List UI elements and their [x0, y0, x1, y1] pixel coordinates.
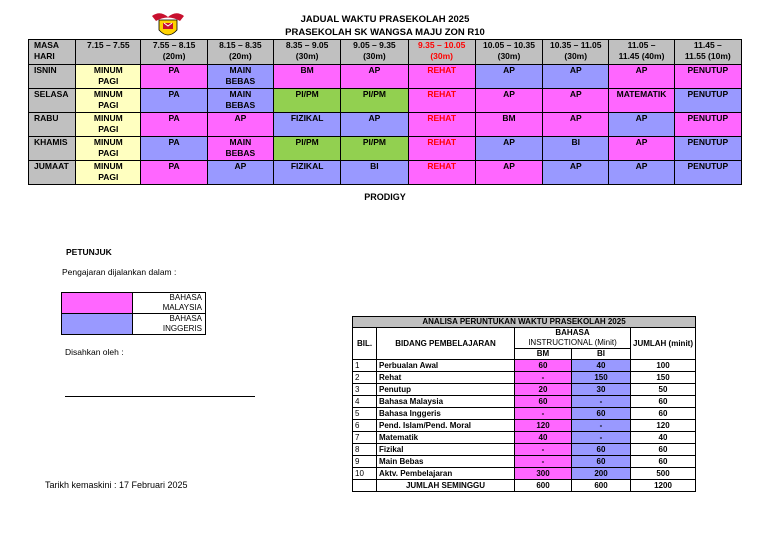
timetable-cell: PENUTUP: [674, 137, 741, 161]
timetable-row: [29, 89, 742, 113]
timetable-cell: BI: [341, 161, 408, 185]
timetable-cell: PA: [141, 137, 207, 161]
total-minutes: 120: [631, 420, 696, 432]
timetable-cell: PENUTUP: [674, 161, 741, 185]
timetable-cell: MATEMATIK: [609, 89, 674, 113]
timetable-cell: PI/PM: [341, 137, 408, 161]
bm-minutes: 40: [515, 432, 572, 444]
row-number: 8: [353, 444, 377, 456]
row-number: 5: [353, 408, 377, 420]
bi-minutes: -: [572, 432, 631, 444]
timetable-cell: AP: [341, 65, 408, 89]
timetable-cell: AP: [475, 89, 542, 113]
timetable-cell: REHAT: [408, 89, 475, 113]
subject-name: Pend. Islam/Pend. Moral: [377, 420, 515, 432]
col-bi-header: BI: [572, 349, 631, 360]
timetable-cell: REHAT: [408, 113, 475, 137]
analysis-row: [353, 408, 696, 420]
subject-name: Main Bebas: [377, 456, 515, 468]
timetable-cell: PENUTUP: [674, 113, 741, 137]
title-line-1: JADUAL WAKTU PRASEKOLAH 2025: [300, 14, 470, 25]
timetable-cell: AP: [207, 113, 273, 137]
timetable-cell: PI/PM: [273, 137, 340, 161]
subject-name: Matematik: [377, 432, 515, 444]
title-line-2: PRASEKOLAH SK WANGSA MAJU ZON R10: [285, 27, 485, 38]
timetable-cell: AP: [207, 161, 273, 185]
col-no-header: BIL.: [353, 328, 377, 360]
bi-minutes: 30: [572, 384, 631, 396]
day-label: ISNIN: [29, 65, 76, 89]
analysis-title-row: [353, 317, 696, 328]
analysis-total-row: [353, 480, 696, 492]
timetable-cell: MAIN BEBAS: [207, 65, 273, 89]
subject-name: Bahasa Malaysia: [377, 396, 515, 408]
subject-name: Rehat: [377, 372, 515, 384]
timetable-cell: BM: [273, 65, 340, 89]
subject-name: Fizikal: [377, 444, 515, 456]
timetable-cell: FIZIKAL: [273, 161, 340, 185]
timetable-cell: REHAT: [408, 137, 475, 161]
bm-minutes: -: [515, 408, 572, 420]
analysis-title: ANALISA PERUNTUKAN WAKTU PRASEKOLAH 2025: [353, 317, 696, 328]
analysis-row: [353, 420, 696, 432]
time-allocation-table: [352, 316, 696, 492]
col-subject-header: BIDANG PEMBELAJARAN: [377, 328, 515, 360]
timetable-row: [29, 161, 742, 185]
timetable-row: [29, 113, 742, 137]
timetable-cell: MINUM PAGI: [76, 137, 141, 161]
timetable-header-row: [29, 40, 742, 65]
row-number: 1: [353, 360, 377, 372]
subject-name: Perbualan Awal: [377, 360, 515, 372]
bm-minutes: 120: [515, 420, 572, 432]
timetable-cell: PENUTUP: [674, 89, 741, 113]
legend-swatch-bi: [62, 314, 133, 335]
timetable-cell: AP: [475, 65, 542, 89]
analysis-row: [353, 396, 696, 408]
footer-brand: PRODIGY: [364, 192, 406, 202]
school-crest-logo: [150, 12, 186, 40]
updated-date: Tarikh kemaskini : 17 Februari 2025: [45, 480, 188, 490]
timetable-cell: MINUM PAGI: [76, 89, 141, 113]
timetable-cell: REHAT: [408, 65, 475, 89]
bm-minutes: 60: [515, 396, 572, 408]
day-label: SELASA: [29, 89, 76, 113]
timetable-cell: AP: [609, 65, 674, 89]
timetable-cell: AP: [341, 113, 408, 137]
notes-intro: Pengajaran dijalankan dalam :: [62, 267, 177, 277]
total-minutes: 100: [631, 360, 696, 372]
total-minutes: 150: [631, 372, 696, 384]
color-legend: [61, 292, 206, 335]
timetable-cell: REHAT: [408, 161, 475, 185]
total-minutes: 60: [631, 456, 696, 468]
time-slot-header: 8.35 – 9.05 (30m): [273, 40, 340, 65]
time-slot-header: 7.55 – 8.15 (20m): [141, 40, 207, 65]
analysis-row: [353, 360, 696, 372]
approval-label: Disahkan oleh :: [65, 347, 124, 357]
document-title: [230, 13, 540, 39]
total-minutes: 500: [631, 468, 696, 480]
analysis-row: [353, 444, 696, 456]
time-slot-header: 9.35 – 10.05 (30m): [408, 40, 475, 65]
day-label: JUMAAT: [29, 161, 76, 185]
row-number: 2: [353, 372, 377, 384]
timetable-cell: BM: [475, 113, 542, 137]
timetable-cell: AP: [475, 137, 542, 161]
signature-line: [65, 396, 255, 397]
row-number: 10: [353, 468, 377, 480]
analysis-row: [353, 468, 696, 480]
timetable-cell: AP: [543, 65, 609, 89]
analysis-row: [353, 456, 696, 468]
bm-minutes: 60: [515, 360, 572, 372]
time-slot-header: 11.05 – 11.45 (40m): [609, 40, 674, 65]
total-all: 1200: [631, 480, 696, 492]
time-slot-header: 10.05 – 10.35 (30m): [475, 40, 542, 65]
bi-minutes: 150: [572, 372, 631, 384]
timetable-cell: MINUM PAGI: [76, 65, 141, 89]
timetable-cell: AP: [609, 137, 674, 161]
timetable-cell: PI/PM: [273, 89, 340, 113]
legend-row: [62, 293, 206, 314]
legend-label-bi: BAHASA INGGERIS: [133, 314, 206, 335]
analysis-row: [353, 384, 696, 396]
bm-minutes: 20: [515, 384, 572, 396]
timetable-cell: PA: [141, 89, 207, 113]
analysis-row: [353, 432, 696, 444]
timetable-cell: PA: [141, 65, 207, 89]
total-minutes: 60: [631, 396, 696, 408]
timetable-cell: AP: [543, 89, 609, 113]
timetable-cell: PENUTUP: [674, 65, 741, 89]
timetable-cell: PI/PM: [341, 89, 408, 113]
subject-name: Bahasa Inggeris: [377, 408, 515, 420]
timetable-row: [29, 65, 742, 89]
row-number: 9: [353, 456, 377, 468]
bm-minutes: -: [515, 372, 572, 384]
analysis-row: [353, 372, 696, 384]
timetable-cell: MAIN BEBAS: [207, 89, 273, 113]
col-total-header: JUMLAH (minit): [631, 328, 696, 360]
bm-minutes: -: [515, 456, 572, 468]
row-number: 4: [353, 396, 377, 408]
timetable-cell: BI: [543, 137, 609, 161]
time-slot-header: 10.35 – 11.05 (30m): [543, 40, 609, 65]
time-slot-header: 8.15 – 8.35 (20m): [207, 40, 273, 65]
notes-heading: PETUNJUK: [66, 247, 112, 257]
corner-header: MASA HARI: [29, 40, 76, 65]
time-slot-header: 7.15 – 7.55: [76, 40, 141, 65]
timetable-cell: MAIN BEBAS: [207, 137, 273, 161]
total-minutes: 40: [631, 432, 696, 444]
row-number: 7: [353, 432, 377, 444]
subject-name: Aktv. Pembelajaran: [377, 468, 515, 480]
legend-swatch-bm: [62, 293, 133, 314]
day-label: RABU: [29, 113, 76, 137]
timetable-cell: AP: [475, 161, 542, 185]
timetable-cell: MINUM PAGI: [76, 113, 141, 137]
bm-minutes: -: [515, 444, 572, 456]
timetable-cell: AP: [543, 113, 609, 137]
bi-minutes: 40: [572, 360, 631, 372]
timetable-cell: PA: [141, 113, 207, 137]
legend-row: [62, 314, 206, 335]
total-minutes: 60: [631, 444, 696, 456]
bi-minutes: 200: [572, 468, 631, 480]
total-bi: 600: [572, 480, 631, 492]
bi-minutes: 60: [572, 408, 631, 420]
subject-name: Penutup: [377, 384, 515, 396]
total-minutes: 60: [631, 408, 696, 420]
timetable-cell: AP: [609, 113, 674, 137]
row-number: 3: [353, 384, 377, 396]
timetable-cell: MINUM PAGI: [76, 161, 141, 185]
col-bm-header: BM: [515, 349, 572, 360]
timetable: [28, 39, 742, 185]
legend-label-bm: BAHASA MALAYSIA: [133, 293, 206, 314]
timetable-cell: AP: [543, 161, 609, 185]
total-label: JUMLAH SEMINGGU: [377, 480, 515, 492]
bi-minutes: 60: [572, 444, 631, 456]
col-lang-header: BAHASA INSTRUCTIONAL (Minit): [515, 328, 631, 349]
analysis-header-row: [353, 328, 696, 349]
bi-minutes: -: [572, 420, 631, 432]
day-label: KHAMIS: [29, 137, 76, 161]
time-slot-header: 9.05 – 9.35 (30m): [341, 40, 408, 65]
bi-minutes: 60: [572, 456, 631, 468]
timetable-cell: AP: [609, 161, 674, 185]
timetable-cell: FIZIKAL: [273, 113, 340, 137]
row-number: 6: [353, 420, 377, 432]
bi-minutes: -: [572, 396, 631, 408]
total-minutes: 50: [631, 384, 696, 396]
timetable-row: [29, 137, 742, 161]
time-slot-header: 11.45 – 11.55 (10m): [674, 40, 741, 65]
total-bm: 600: [515, 480, 572, 492]
timetable-cell: PA: [141, 161, 207, 185]
bm-minutes: 300: [515, 468, 572, 480]
